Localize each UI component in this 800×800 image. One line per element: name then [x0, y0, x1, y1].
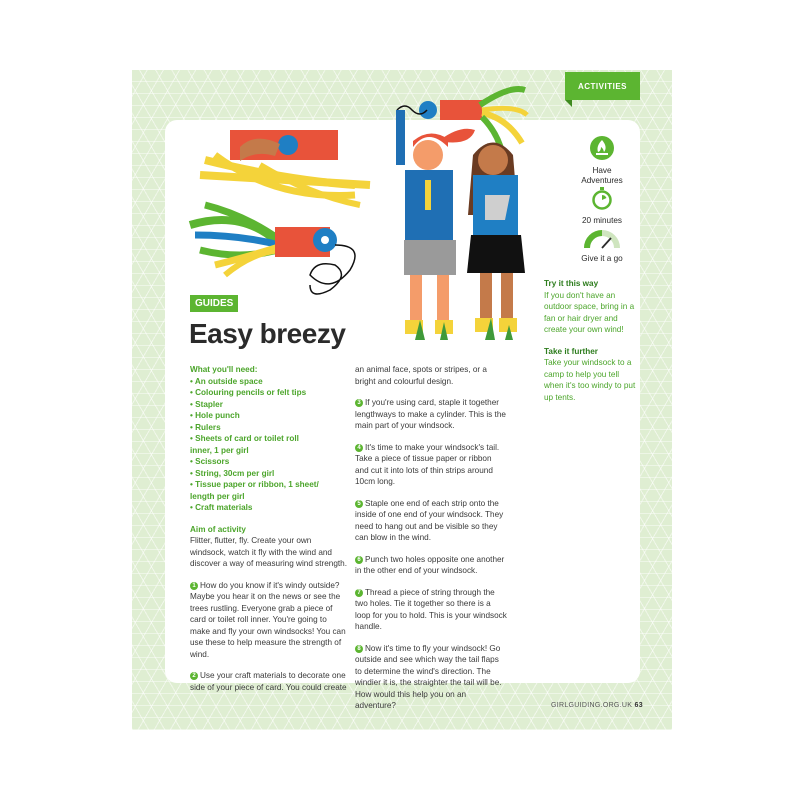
step-text: How do you know if it's windy outside? Maybe you hear it on the news or see the trees rustling. Everyone grab a piece of card or toilet roll inner. You're going to make and fly your own windsocks! You can use these to help measure the strength of wind.: [190, 580, 346, 659]
step-2: [190, 670, 348, 693]
step-number: 2: [190, 672, 198, 680]
section-tab: ACTIVITIES: [565, 72, 640, 100]
step-1: [190, 580, 348, 661]
list-item: • Rulers: [190, 422, 221, 432]
step-text: Thread a piece of string through the two holes. Tie it together so there is a loop for you to hold. This is your windsock handle.: [355, 587, 507, 631]
badge-adventure: [572, 135, 632, 186]
girl-left: [396, 110, 475, 334]
footer-site: GIRLGUIDING.ORG.UK: [551, 702, 633, 709]
list-item: inner, 1 per girl: [190, 445, 249, 455]
try-text: If you don't have an outdoor space, bring in a fan or hair dryer and create your own wind!: [544, 290, 635, 334]
further-text: Take your windsock to a camp to help you tell when it's too windy to put up tents.: [544, 358, 636, 402]
badge-time: [572, 186, 632, 226]
step-number: 6: [355, 556, 363, 564]
windsock-middle-left: [190, 205, 355, 294]
further-heading: Take it further: [544, 346, 598, 356]
list-item: length per girl: [190, 491, 245, 501]
badge-time-label: 20 minutes: [581, 216, 623, 225]
step-text: It's time to make your windsock's tail. Take a piece of tissue paper or ribbon and cut it into lots of thin strips around 10cm long.: [355, 442, 500, 486]
windsock-top-left: [200, 130, 370, 205]
badge-adventure-label: Have Adventures: [581, 166, 623, 185]
step-number: 3: [355, 399, 363, 407]
list-item: • String, 30cm per girl: [190, 468, 275, 478]
step-text: If you're using card, staple it together lengthways to make a cylinder. This is the main part of your windsock.: [355, 398, 506, 430]
step-6: [355, 554, 507, 577]
step-text: Use your craft materials to decorate one side of your piece of card. You could create: [190, 671, 347, 692]
campfire-icon: [589, 135, 615, 161]
step-5: [355, 498, 507, 544]
stopwatch-icon: [590, 186, 614, 210]
list-item: • Tissue paper or ribbon, 1 sheet/: [190, 480, 319, 489]
step-7: [355, 587, 507, 633]
girl-right: [467, 143, 525, 333]
needs-list: [190, 376, 348, 514]
step-8: [355, 643, 507, 712]
list-item: • An outside space: [190, 376, 263, 386]
aim-heading: Aim of activity: [190, 524, 246, 534]
list-item: • Stapler: [190, 399, 223, 409]
column-middle: [355, 364, 507, 722]
list-item: • Craft materials: [190, 503, 253, 512]
gauge-icon: [584, 230, 620, 250]
step-number: 7: [355, 589, 363, 597]
list-item: • Scissors: [190, 457, 230, 466]
page-title: Easy breezy: [189, 318, 346, 349]
column-left: [190, 364, 348, 703]
step-2-continued: an animal face, spots or stripes, or a bright and colourful design.: [355, 365, 487, 386]
list-item: • Sheets of card or toilet roll: [190, 434, 299, 443]
step-number: 4: [355, 444, 363, 452]
aim-text: Flitter, flutter, fly. Create your own windsock, watch it fly with the wind and discover a way of measuring wind strength.: [190, 536, 348, 568]
badge-level-label: Give it a go: [581, 254, 623, 263]
page-number: 63: [634, 702, 643, 709]
step-text: Now it's time to fly your windsock! Go outside and see which way the tail flaps to determine the wind's direction. The windier it is, the straighter the tail will be. How would this help you on an adventure?: [355, 643, 502, 710]
windsock-illustration: [185, 85, 560, 350]
step-text: Punch two holes opposite one another in the other end of your windsock.: [355, 554, 505, 575]
list-item: • Colouring pencils or felt tips: [190, 388, 307, 397]
needs-heading: What you'll need:: [190, 365, 258, 374]
step-3: [355, 397, 507, 432]
sidebar-tips: [544, 278, 636, 413]
step-number: 5: [355, 500, 363, 508]
section-tag: GUIDES: [190, 295, 238, 312]
badge-level: [572, 230, 632, 264]
step-4: [355, 442, 507, 488]
list-item: • Hole punch: [190, 411, 240, 420]
page-footer: [551, 702, 643, 709]
step-number: 1: [190, 582, 198, 590]
try-heading: Try it this way: [544, 279, 599, 288]
step-number: 8: [355, 645, 363, 653]
step-text: Staple one end of each strip onto the inside of one end of your windsock. They need to hang out and be visible so they can blow in the wind.: [355, 498, 504, 542]
